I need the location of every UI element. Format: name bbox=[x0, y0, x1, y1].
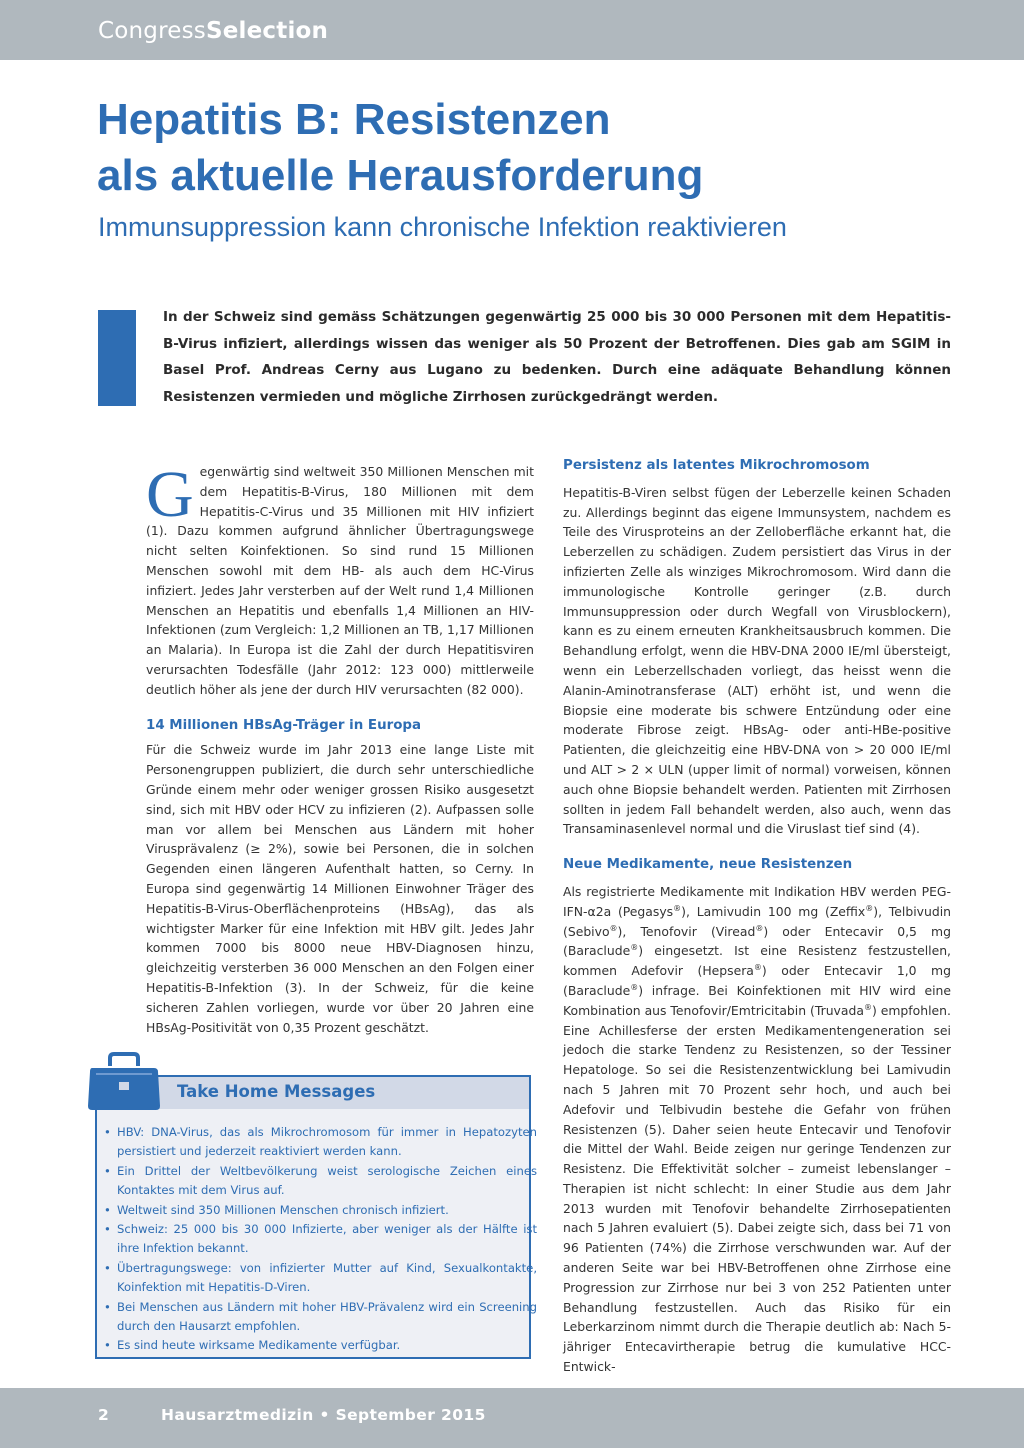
list-item: • Übertragungswege: von infizierter Mutter auf Kind, Sexualkontakte, Koinfektion mit Hepatitis-D-Viren. bbox=[117, 1259, 537, 1298]
journal-info: Hausarztmedizin • September 2015 bbox=[161, 1406, 486, 1424]
list-item: • Ein Drittel der Weltbevölkerung weist serologische Zeichen eines Kontaktes mit dem Virus auf. bbox=[117, 1162, 537, 1201]
list-item: • Es sind heute wirksame Medikamente verfügbar. bbox=[117, 1336, 537, 1355]
section-heading: 14 Millionen HBsAg-Träger in Europa bbox=[146, 717, 422, 733]
article-title bbox=[97, 92, 937, 204]
column-left bbox=[146, 458, 534, 1037]
brand-logo bbox=[98, 18, 328, 44]
brand-light: Congress bbox=[98, 18, 206, 44]
take-home-list bbox=[97, 1123, 537, 1356]
take-home-box bbox=[95, 1075, 537, 1359]
body-paragraph: egenwärtig sind weltweit 350 Millionen Menschen mit dem Hepatitis-B-Virus, 180 Millionen mit dem Hepatitis-C-Virus und 35 Millionen mit HIV infiziert (1). Dazu kommen aufgrund ähnlicher Übertragungswege nicht selten Koinfektionen. So sind rund 15 Millionen Menschen sowohl mit dem HB- als auch dem HC-Virus infiziert. Jedes Jahr versterben auf der Welt rund 1,4 Millionen Menschen an Hepatitis und ebenfalls 1,4 Millionen an HIV-Infektionen (zum Vergleich: 1,2 Millionen an TB, 1,17 Millionen an Malaria). In Europa ist die Zahl der durch Hepatitisviren verursachten Todesfälle (Jahr 2012: 123 000) mittlerweile deutlich höher als jene der durch HIV verursachten (82 000). bbox=[146, 464, 534, 697]
title-line-2: als aktuelle Herausforderung bbox=[97, 151, 704, 200]
body-paragraph: Hepatitis-B-Viren selbst fügen der Leberzelle keinen Schaden zu. Allerdings beginnt das eigene Immunsystem, nachdem es Teile des Virusproteins an der Zelloberfläche erkannt hat, die Leberzellen zu schädigen. Zudem persistiert das Virus in der infizierten Zelle als winziges Mikrochromosom. Wird dann die immunologische Kontrolle geringer (z.B. durch Immunsuppression oder durch Wegfall von Virusblockern), kann es zu einem erneuten Krankheitsausbruch kommen. Die Behandlung erfolgt, wenn die HBV-DNA 2000 IE/ml übersteigt, wenn ein Leberzellschaden vorliegt, das heisst wenn die Alanin-Aminotransferase (ALT) erhöht ist, und wenn die Biopsie eine moderate bis schwere Entzündung oder eine moderate Fibrose zeigt. HBsAg- oder anti-HBe-positive Patienten, die gleichzeitig eine HBV-DNA von > 20 000 IE/ml und ALT > 2 × ULN (upper limit of normal) vorweisen, können auch ohne Biopsie behandelt werden. Patienten mit Zirrhosen sollten in jedem Fall behandelt werden, also auch, wenn das Transaminasenlevel normal und die Viruslast tief sind (4). bbox=[563, 484, 951, 837]
body-paragraph: Für die Schweiz wurde im Jahr 2013 eine lange Liste mit Personengruppen publiziert, die durch sehr unterschiedliche Gründe einem mehr oder weniger grossen Risiko ausgesetzt sind, sich mit HBV oder HCV zu infizieren (2). Aufpassen solle man vor allem bei Menschen aus Ländern mit hoher Virusprävalenz (≥ 2%), sowie bei Personen, die in solchen Gegenden einen längeren Aufenthalt hatten, so Cerny. In Europa sind gegenwärtig 14 Millionen Einwohner Träger des Hepatitis-B-Virus-Oberflächenproteins (HBsAg), das als wichtigster Marker für eine Infektion mit HBV gilt. Jedes Jahr kommen 7000 bis 8000 neue HBV-Diagnosen hinzu, gleichzeitig versterben 36 000 Menschen an den Folgen einer Hepatitis-B-Infektion (3). In der Schweiz, für die keine sicheren Zahlen vorliegen, wurde vor über 20 Jahren eine HBsAg-Positivität von 0,35 Prozent geschätzt. bbox=[146, 742, 534, 1035]
body-paragraph: Eine Achillesferse der ersten Medikamentengeneration sei jedoch die starke Tendenz zu Resistenzen, so der Tessiner Hepatologe. So sei die Resistenzentwicklung bei Lamivudin nach 5 Jahren mit 70 Prozent sehr hoch, und auch bei Adefovir und Telbivudin bestehe die Gefahr von frühen Resistenzen (5). Daher seien heute Entecavir und Tenofovir die Mittel der Wahl. Beide zeigen nur geringe Tendenzen zur Resistenz. Die Effektivität solcher – zumeist lebenslanger – Therapien ist nicht schlecht: In einer Studie aus dem Jahr 2013 wurden mit Tenofovir behandelte Zirrhosepatienten nach 5 Jahren evaluiert (5). Dabei zeigte sich, dass bei 71 von 96 Patienten (74%) die Zirrhose verschwunden war. Auf der anderen Seite war bei HBV-Betroffenen ohne Zirrhose eine Progression zur Zirrhose nur bei 3 von 252 Patienten unter Behandlung festzustellen. Auch das Risiko für ein Leberkarzinom nimmt durch die Therapie deutlich ab: Nach 5-jähriger Entecavirtherapie betrug die kumulative HCC-Entwick- bbox=[563, 1022, 951, 1375]
drop-cap: G bbox=[146, 458, 194, 531]
lead-paragraph: In der Schweiz sind gemäss Schätzungen gegenwärtig 25 000 bis 30 000 Personen mit dem Hepatitis-B-Virus infiziert, allerdings wissen das weniger als 50 Prozent der Betroffenen. Dies gab am SGIM in Basel Prof. Andreas Cerny aus Lugano zu bedenken. Durch eine adäquate Behandlung können Resistenzen vermieden und mögliche Zirrhosen zurückgedrängt werden. bbox=[163, 309, 951, 405]
header-bar bbox=[0, 0, 1024, 60]
article-subtitle: Immunsuppression kann chronische Infektion reaktivieren bbox=[98, 212, 787, 242]
brand-bold: Selection bbox=[205, 18, 329, 44]
list-item: • Weltweit sind 350 Millionen Menschen chronisch infiziert. bbox=[117, 1201, 537, 1220]
lead-initial-block bbox=[98, 310, 136, 406]
footer-bar bbox=[0, 1388, 1024, 1448]
section-heading: Persistenz als latentes Mikrochromosom bbox=[563, 458, 870, 473]
body-paragraph: Als registrierte Medikamente mit Indikation HBV werden PEG-IFN-α2a (Pegasys®), Lamivudin 100 mg (Zeffix®), Telbivudin (Sebivo®), Tenofovir (Viread®) oder Entecavir 0,5 mg (Baraclude®) eingesetzt. Ist eine Resistenz festzustellen, kommen Adefovir (Hepsera®) oder Entecavir 1,0 mg (Baraclude®) infrage. Bei Koinfektionen mit HIV wird eine Kombination aus Tenofovir/Emtricitabin (Truvada®) empfohlen. bbox=[563, 883, 951, 1018]
title-line-1: Hepatitis B: Resistenzen bbox=[97, 95, 611, 144]
section-heading: Neue Medikamente, neue Resistenzen bbox=[563, 857, 853, 873]
column-right bbox=[563, 456, 951, 1377]
list-item: • Bei Menschen aus Ländern mit hoher HBV-Prävalenz wird ein Screening durch den Hausarzt empfohlen. bbox=[117, 1298, 537, 1337]
briefcase-icon bbox=[86, 1052, 162, 1112]
list-item: • Schweiz: 25 000 bis 30 000 Infizierte, aber weniger als der Hälfte ist ihre Infektion bekannt. bbox=[117, 1220, 537, 1259]
list-item: • HBV: DNA-Virus, das als Mikrochromosom für immer in Hepatozyten persistiert und jederzeit reaktiviert werden kann. bbox=[117, 1123, 537, 1162]
take-home-title: Take Home Messages bbox=[177, 1082, 376, 1101]
page-number: 2 bbox=[98, 1406, 109, 1424]
